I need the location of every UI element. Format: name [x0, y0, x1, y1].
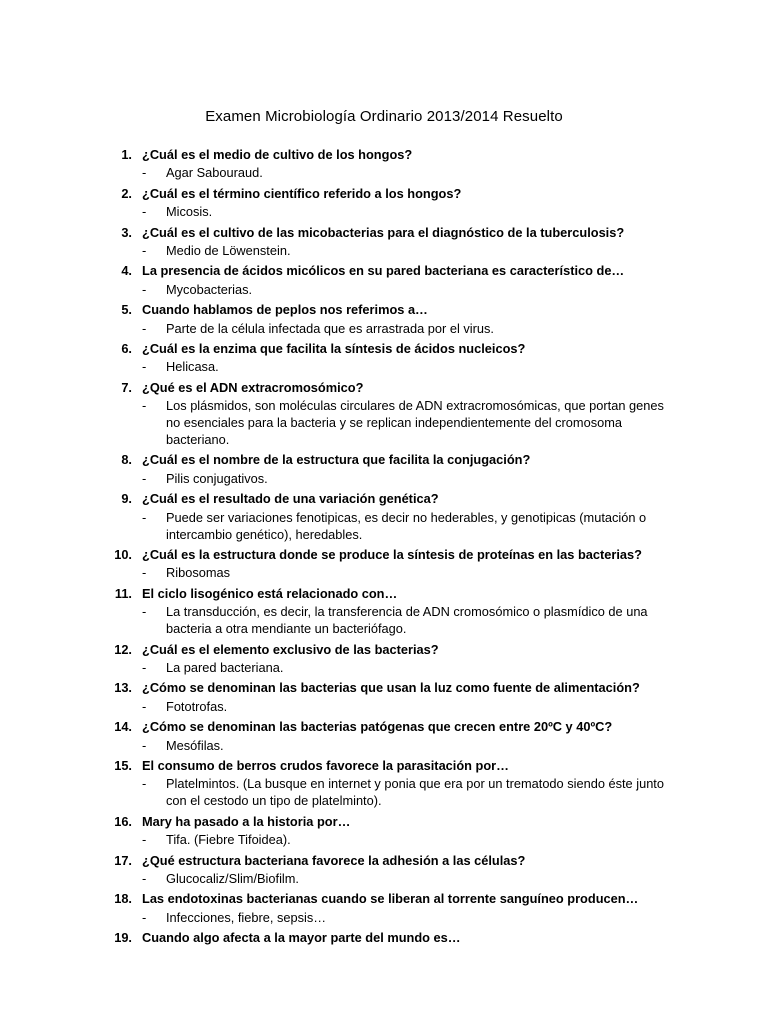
answer-text: Los plásmidos, son moléculas circulares de ADN extracromosómicas, que portan genes no esenciales para la bacteria y se replican independientemente del cromosoma bacteriano. — [166, 398, 664, 448]
question-item — [0, 339, 768, 378]
question-item — [0, 223, 768, 262]
question-row — [0, 584, 768, 603]
question-row — [0, 928, 768, 947]
question-text: ¿Cuál es la estructura donde se produce la síntesis de proteínas en las bacterias? — [142, 547, 642, 563]
answer-bullet-dash: - — [142, 242, 147, 258]
answer-text: Medio de Löwenstein. — [166, 242, 291, 258]
question-item — [0, 640, 768, 679]
answer-bullet-dash: - — [142, 204, 147, 220]
question-number: 19. — [114, 930, 132, 946]
question-row — [0, 640, 768, 659]
question-number: 4. — [121, 263, 132, 279]
answer-text: La transducción, es decir, la transferencia de ADN cromosómico o plasmídico de una bacteria a otra mendiante un bacteriófago. — [166, 604, 648, 637]
answer-bullet-dash: - — [142, 359, 147, 375]
answer-text: Fototrofas. — [166, 698, 228, 714]
question-item — [0, 584, 768, 640]
question-number: 7. — [121, 379, 132, 395]
question-text: ¿Cuál es el término científico referido a los hongos? — [142, 185, 462, 201]
question-text: ¿Cuál es el cultivo de las micobacterias para el diagnóstico de la tuberculosis? — [142, 224, 625, 240]
question-number: 10. — [114, 547, 132, 563]
question-text: Cuando algo afecta a la mayor parte del mundo es… — [142, 930, 461, 946]
question-item — [0, 756, 768, 812]
answer-text: Pilis conjugativos. — [166, 470, 268, 486]
question-item — [0, 812, 768, 851]
question-text: ¿Cómo se denominan las bacterias que usan la luz como fuente de alimentación? — [142, 680, 640, 696]
answer-bullet-dash: - — [142, 470, 147, 486]
question-text: ¿Cuál es el elemento exclusivo de las bacterias? — [142, 641, 439, 657]
question-text: El consumo de berros crudos favorece la parasitación por… — [142, 757, 509, 773]
question-row — [0, 145, 768, 164]
question-number: 18. — [114, 891, 132, 907]
answer-text: Tifa. (Fiebre Tifoidea). — [166, 832, 291, 848]
answer-text: Glucocaliz/Slim/Biofilm. — [166, 870, 299, 886]
answer-bullet-dash: - — [142, 509, 147, 525]
answer-row — [0, 397, 768, 450]
answer-text: Agar Sabouraud. — [166, 165, 263, 181]
question-item — [0, 261, 768, 300]
answer-bullet-dash: - — [142, 565, 147, 581]
answer-row — [0, 242, 768, 261]
answer-text: Infecciones, fiebre, sepsis… — [166, 909, 327, 925]
question-row — [0, 300, 768, 319]
question-text: La presencia de ácidos micólicos en su pared bacteriana es característico de… — [142, 263, 625, 279]
answer-bullet-dash: - — [142, 698, 147, 714]
question-number: 12. — [114, 641, 132, 657]
answer-row — [0, 320, 768, 339]
question-row — [0, 378, 768, 397]
question-number: 9. — [121, 491, 132, 507]
answer-row — [0, 737, 768, 756]
question-text: Cuando hablamos de peplos nos referimos a… — [142, 302, 428, 318]
question-row — [0, 851, 768, 870]
question-number: 13. — [114, 680, 132, 696]
question-item — [0, 450, 768, 489]
question-row — [0, 261, 768, 280]
document-title: Examen Microbiología Ordinario 2013/2014 Resuelto — [205, 108, 563, 125]
question-row — [0, 489, 768, 508]
question-row — [0, 545, 768, 564]
question-number: 14. — [114, 719, 132, 735]
question-item — [0, 678, 768, 717]
answer-bullet-dash: - — [142, 832, 147, 848]
question-item — [0, 145, 768, 184]
question-row — [0, 339, 768, 358]
answer-text: Puede ser variaciones fenotipicas, es decir no hederables, y genotipicas (mutación o intercambio genético), heredables. — [166, 509, 647, 542]
question-text: ¿Cómo se denominan las bacterias patógenas que crecen entre 20ºC y 40ºC? — [142, 719, 613, 735]
question-item — [0, 717, 768, 756]
answer-row — [0, 659, 768, 678]
question-number: 3. — [121, 224, 132, 240]
question-row — [0, 223, 768, 242]
answer-text: Helicasa. — [166, 359, 219, 375]
answer-text: Parte de la célula infectada que es arrastrada por el virus. — [166, 320, 494, 336]
question-row — [0, 812, 768, 831]
answer-bullet-dash: - — [142, 737, 147, 753]
question-item — [0, 545, 768, 584]
answer-bullet-dash: - — [142, 659, 147, 675]
answer-text: La pared bacteriana. — [166, 659, 284, 675]
question-item — [0, 300, 768, 339]
answer-row — [0, 603, 768, 639]
question-row — [0, 450, 768, 469]
question-list — [0, 145, 768, 947]
question-text: Mary ha pasado a la historia por… — [142, 813, 351, 829]
answer-row — [0, 203, 768, 222]
question-item — [0, 184, 768, 223]
answer-text: Ribosomas — [166, 565, 231, 581]
answer-text: Platelmintos. (La busque en internet y ponia que era por un trematodo siendo éste junto con el cestodo un tipo de platelminto). — [166, 776, 664, 809]
question-item — [0, 489, 768, 545]
question-text: El ciclo lisogénico está relacionado con… — [142, 585, 398, 601]
question-text: ¿Qué es el ADN extracromosómico? — [142, 379, 364, 395]
question-item — [0, 378, 768, 451]
question-item — [0, 928, 768, 947]
question-number: 1. — [121, 147, 132, 162]
answer-text: Mesófilas. — [166, 737, 224, 753]
answer-bullet-dash: - — [142, 870, 147, 886]
question-text: ¿Qué estructura bacteriana favorece la adhesión a las células? — [142, 852, 526, 868]
question-number: 17. — [114, 852, 132, 868]
answer-row — [0, 909, 768, 928]
question-number: 5. — [121, 302, 132, 318]
question-text: ¿Cuál es la enzima que facilita la síntesis de ácidos nucleicos? — [142, 340, 526, 356]
question-number: 16. — [114, 813, 132, 829]
question-number: 8. — [121, 452, 132, 468]
question-row — [0, 889, 768, 908]
answer-row — [0, 358, 768, 377]
question-text: ¿Cuál es el medio de cultivo de los hongos? — [142, 147, 413, 162]
answer-row — [0, 564, 768, 583]
answer-bullet-dash: - — [142, 604, 147, 620]
answer-row — [0, 470, 768, 489]
question-text: Las endotoxinas bacterianas cuando se liberan al torrente sanguíneo producen… — [142, 891, 639, 907]
question-number: 15. — [114, 757, 132, 773]
answer-row — [0, 698, 768, 717]
question-number: 2. — [121, 185, 132, 201]
question-row — [0, 717, 768, 736]
answer-row — [0, 164, 768, 183]
question-row — [0, 756, 768, 775]
question-row — [0, 184, 768, 203]
question-number: 6. — [121, 340, 132, 356]
answer-bullet-dash: - — [142, 320, 147, 336]
question-row — [0, 678, 768, 697]
question-text: ¿Cuál es el nombre de la estructura que facilita la conjugación? — [142, 452, 531, 468]
answer-bullet-dash: - — [142, 281, 147, 297]
answer-row — [0, 281, 768, 300]
question-item — [0, 851, 768, 890]
answer-row — [0, 870, 768, 889]
answer-row — [0, 775, 768, 811]
answer-bullet-dash: - — [142, 165, 147, 181]
question-item — [0, 889, 768, 928]
answer-text: Mycobacterias. — [166, 281, 253, 297]
question-text: ¿Cuál es el resultado de una variación genética? — [142, 491, 439, 507]
answer-row — [0, 831, 768, 850]
answer-row — [0, 509, 768, 545]
answer-text: Micosis. — [166, 204, 213, 220]
question-number: 11. — [114, 585, 132, 601]
answer-bullet-dash: - — [142, 776, 147, 792]
answer-bullet-dash: - — [142, 398, 147, 414]
answer-bullet-dash: - — [142, 909, 147, 925]
